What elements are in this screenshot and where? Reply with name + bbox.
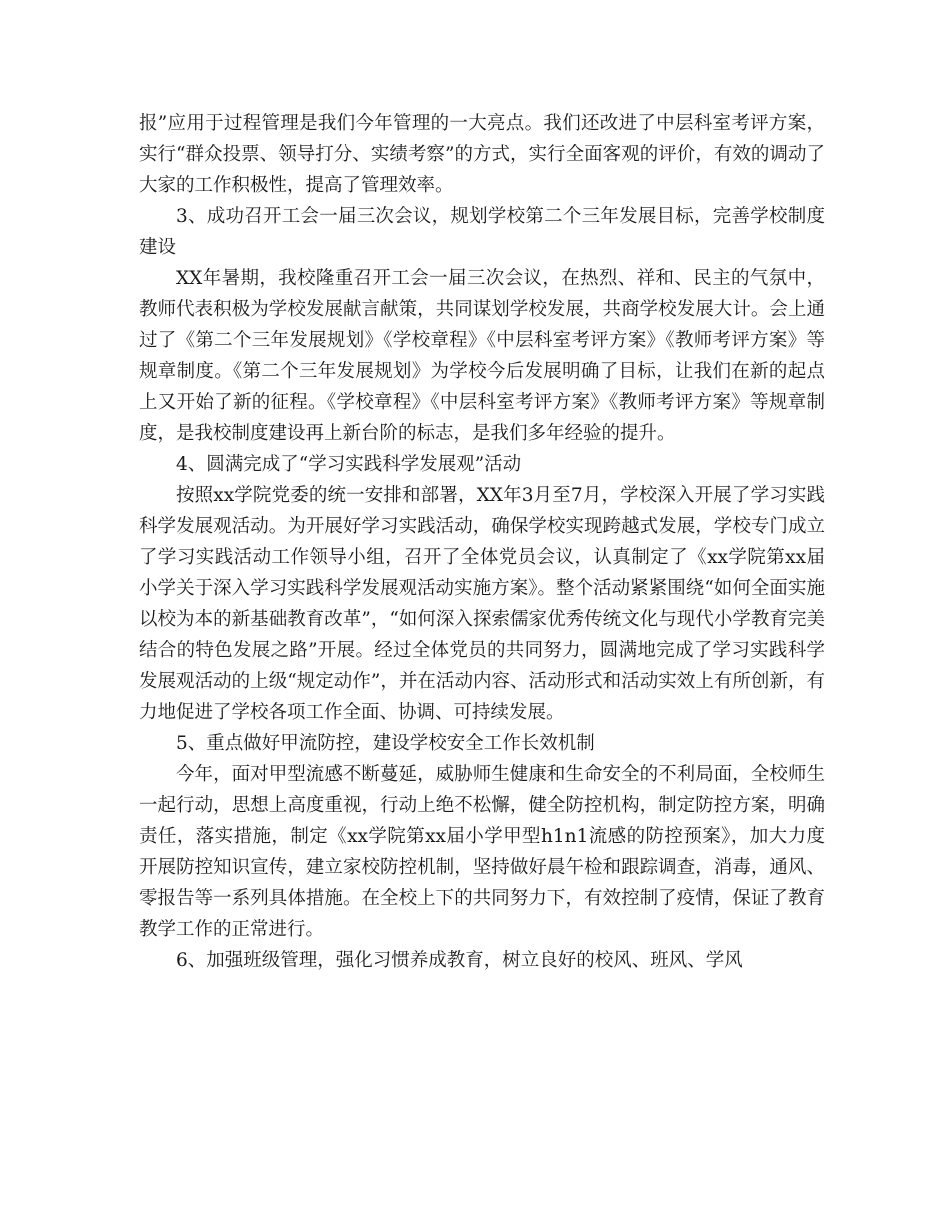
section-heading-4: 4、圆满完成了“学习实践科学发展观”活动 [176, 454, 522, 475]
section-heading-3: 3、成功召开工会一届三次会议，规划学校第二个三年发展目标，完善学校制度建设 [139, 206, 825, 258]
paragraph-continuation: 报”应用于过程管理是我们今年管理的一大亮点。我们还改进了中层科室考评方案，实行“群众投票、领导打分、实绩考察”的方式，实行全面客观的评价，有效的调动了大家的工作积极性，提高了管理效率。 [139, 113, 825, 196]
document-body [139, 108, 825, 976]
paragraph-study-practice: 按照xx学院党委的统一安排和部署，XX年3月至7月，学校深入开展了学习实践科学发展观活动。为开展好学习实践活动，确保学校实现跨越式发展，学校专门成立了学习实践活动工作领导小组，召开了全体党员会议，认真制定了《xx学院第xx届小学关于深入学习实践科学发展观活动实施方案》。整个活动紧紧围绕“如何全面实施以校为本的新基础教育改革”，“如何深入探索儒家优秀传统文化与现代小学教育完美结合的特色发展之路”开展。经过全体党员的共同努力，圆满地完成了学习实践科学发展观活动的上级“规定动作”，并在活动内容、活动形式和活动实效上有所创新，有力地促进了学校各项工作全面、协调、可持续发展。 [139, 485, 825, 723]
section-heading-5: 5、重点做好甲流防控，建设学校安全工作长效机制 [176, 733, 595, 754]
paragraph-flu-prevention: 今年，面对甲型流感不断蔓延，威胁师生健康和生命安全的不利局面，全校师生一起行动，思想上高度重视，行动上绝不松懈，健全防控机构，制定防控方案，明确责任，落实措施，制定《xx学院第xx届小学甲型h1n1流感的防控预案》，加大力度开展防控知识宣传，建立家校防控机制，坚持做好晨午检和跟踪调查，消毒，通风、零报告等一系列具体措施。在全校上下的共同努力下，有效控制了疫情，保证了教育教学工作的正常进行。 [139, 764, 825, 940]
paragraph-union-meeting: XX年暑期，我校隆重召开工会一届三次会议，在热烈、祥和、民主的气氛中，教师代表积极为学校发展献言献策，共同谋划学校发展，共商学校发展大计。会上通过了《第二个三年发展规划》《学校章程》《中层科室考评方案》《教师考评方案》等规章制度。《第二个三年发展规划》为学校今后发展明确了目标，让我们在新的起点上又开始了新的征程。《学校章程》《中层科室考评方案》《教师考评方案》等规章制度，是我校制度建设再上新台阶的标志，是我们多年经验的提升。 [139, 268, 825, 444]
section-heading-6: 6、加强班级管理，强化习惯养成教育，树立良好的校风、班风、学风 [176, 950, 743, 971]
